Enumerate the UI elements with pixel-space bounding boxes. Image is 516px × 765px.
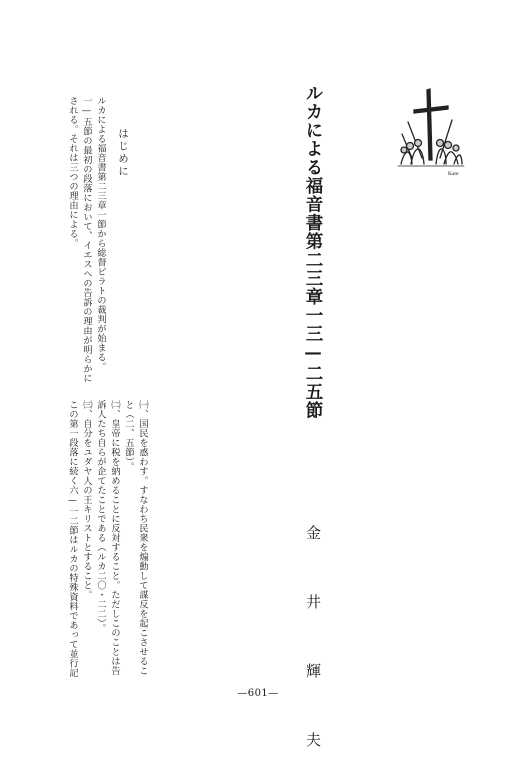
intro-line: 一—五節の最初の段落において、イエスへの告訴の理由が明らかに: [81, 96, 92, 383]
intro-line: ルカによる福音書第二三章一節から総督ピラトの裁判が始まる。: [95, 96, 106, 372]
body-line: と（二、五節）。: [123, 400, 134, 472]
body-line: ㈢、自分をユダヤ人の王キリストとすること。: [81, 400, 92, 600]
body-line: ㈡、皇帝に税を納めることに反対すること。ただしこのことは告: [109, 400, 120, 676]
section-heading: はじめに: [117, 128, 129, 178]
body-line: 訴人たち自らが企てたことである（ルカ二〇・二二）。: [95, 400, 106, 633]
illustrator-signature: Kam: [448, 171, 459, 177]
author-name: 金 井 輝 夫: [304, 525, 322, 765]
cross-with-crowd-icon: [396, 82, 466, 178]
intro-line: される。それは三つの理由による。: [67, 96, 78, 248]
article-title: ルカによる福音書第二三章一三—二五節: [303, 84, 323, 420]
body-line: ㈠、国民を惑わす。すなわち民衆を煽動して謀反を起こさせるこ: [137, 400, 148, 676]
body-line: この第一段落に続く六—一二節はルカの特殊資料であって並行記: [67, 400, 78, 678]
page-number: —601—: [237, 688, 279, 699]
